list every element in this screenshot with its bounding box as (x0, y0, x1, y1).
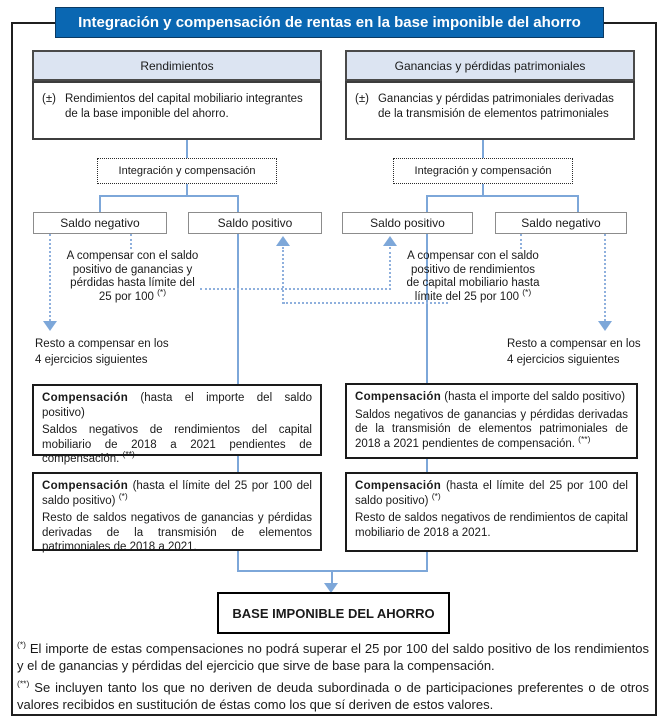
compensation-body (355, 511, 628, 540)
left-note-to-right-positivo-dotted-line (200, 288, 391, 290)
resto-line: 4 ejercicios siguientes (35, 354, 148, 366)
note-line: A compensar con el saldo (66, 250, 199, 262)
footnote-ref-marker: (**) (122, 449, 135, 460)
footnote-ref-marker: (*) (157, 286, 167, 297)
compensation-heading (42, 391, 312, 420)
compensation-lead: Compensación (355, 391, 442, 403)
resto-line: 4 ejercicios siguientes (507, 354, 620, 366)
compensation-box-left-1 (32, 384, 322, 465)
left-split-drop-line-1 (99, 195, 101, 212)
left-source-box (32, 81, 322, 140)
right-saldo-positivo-box (342, 212, 473, 234)
right-negativo-resto-dotted-line (604, 234, 606, 321)
left-saldo-negativo-box (33, 212, 167, 234)
compensation-body (355, 408, 628, 452)
right-saldo-positivo-label: Saldo positivo (370, 216, 445, 230)
footnote-double-asterisk (17, 679, 649, 713)
left-split-drop-line-2 (237, 195, 239, 212)
footnotes (17, 640, 649, 718)
compensation-body-text: Saldos negativos de rendimientos del capital mobiliario de 2018 a 2021 pendientes de compensación. (42, 424, 312, 465)
right-saldo-negativo-label: Saldo negativo (521, 216, 601, 230)
note-line-text: 25 por 100 (98, 290, 158, 303)
base-imponible-box (217, 592, 450, 634)
footnote-ref-marker: (*) (522, 286, 532, 297)
left-saldo-negativo-label: Saldo negativo (60, 216, 140, 230)
note-line: pérdidas hasta límite del (70, 277, 195, 289)
compensation-lead: Compensación (42, 480, 129, 492)
down-arrowhead-left-icon (43, 321, 57, 331)
note-line (393, 286, 553, 305)
footnote-ref-marker: (*) (118, 490, 128, 501)
left-split-horizontal-line (99, 195, 239, 197)
footnote-ref-marker: (*) (431, 490, 441, 501)
compensation-head-rest: (hasta el límite del 25 por 100 del saldo positivo) (355, 480, 628, 507)
note-line: positivo de ganancias y (72, 263, 193, 276)
compensation-box-right-2 (345, 472, 638, 552)
right-integration-box (393, 158, 573, 184)
right-source-box (345, 81, 635, 140)
left-up-arrow-stem-dotted-line (282, 247, 284, 304)
left-header-label: Rendimientos (140, 58, 214, 73)
left-resto-note (35, 336, 205, 368)
note-line: positivo de rendimientos (410, 263, 535, 276)
left-negativo-resto-dotted-line (49, 234, 51, 321)
left-negativo-to-note-dotted-line (130, 234, 132, 249)
resto-line: Resto a compensar en los (35, 338, 169, 350)
left-integration-box (97, 158, 277, 184)
base-imponible-label: BASE IMPONIBLE DEL AHORRO (232, 605, 435, 621)
note-line: de capital mobiliario hasta (406, 277, 540, 289)
left-source-to-integration-line (186, 140, 188, 158)
compensation-heading (42, 479, 312, 508)
footnote-marker: (*) (17, 639, 26, 650)
title-bar (55, 7, 604, 38)
resto-line: Resto a compensar en los (507, 338, 641, 350)
compensation-lead: Compensación (355, 480, 442, 492)
right-source-to-integration-line (482, 140, 484, 158)
left-header-box (32, 50, 322, 81)
plus-minus-marker: (±) (355, 93, 369, 105)
note-line: A compensar con el saldo (407, 250, 539, 262)
compensation-box-right-1 (345, 383, 638, 459)
compensation-body-text: Saldos negativos de ganancias y pérdidas derivadas de la transmisión de elementos patrimoniales de 2018 a 2021 pendientes de compensación. (355, 408, 628, 450)
compensation-head-rest: (hasta el importe del saldo positivo) (441, 391, 626, 403)
up-arrowhead-right-icon (383, 236, 397, 246)
compensation-body-text: Resto de saldos negativos de rendimientos de capital mobiliario de 2018 a 2021. (355, 512, 628, 539)
compensation-body-text: Resto de saldos negativos de ganancias y pérdidas derivadas de la transmisión de elementos patrimoniales de 2018 a 2021. (42, 512, 312, 553)
left-source-text: Rendimientos del capital mobiliario integrantes de la base imponible del ahorro. (64, 93, 303, 120)
merge-stem-line (331, 572, 333, 583)
compensation-lead: Compensación (42, 392, 129, 404)
down-arrowhead-right-icon (598, 321, 612, 331)
right-saldo-negativo-box (495, 212, 627, 234)
up-arrowhead-left-icon (276, 236, 290, 246)
right-header-label: Ganancias y pérdidas patrimoniales (394, 58, 586, 73)
footnote-text: El importe de estas compensaciones no podrá superar el 25 por 100 del saldo positivo de los rendimientos y el de ganancias y pérdidas del ejercicio que sirve de base para la compensación. (17, 641, 649, 673)
right-split-drop-line-2 (577, 195, 579, 212)
compensation-head-rest: (hasta el importe del saldo positivo) (42, 392, 312, 419)
note-line (55, 286, 210, 305)
compensation-heading (355, 390, 628, 405)
left-integration-label: Integración y compensación (118, 165, 256, 177)
right-header-box (345, 50, 635, 81)
right-split-stem-line (482, 184, 484, 195)
right-split-drop-line-1 (426, 195, 428, 212)
right-source-text: Ganancias y pérdidas patrimoniales derivadas de la transmisión de elementos patrimoniales (377, 93, 614, 120)
diagram-title: Integración y compensación de rentas en la base imponible del ahorro (78, 14, 581, 31)
left-compensation-note (55, 250, 210, 304)
left-split-stem-line (186, 184, 188, 195)
note-line-text: límite del 25 por 100 (414, 290, 523, 303)
right-resto-note (507, 336, 657, 368)
right-integration-label: Integración y compensación (414, 165, 552, 177)
plus-minus-marker: (±) (42, 93, 56, 105)
left-saldo-positivo-label: Saldo positivo (217, 216, 293, 230)
footnote-text: Se incluyen tanto los que no deriven de deuda subordinada o de participaciones preferentes o de otros valores recibidos en sustitución de éstas como los que sí deriven de estos valores. (17, 680, 649, 712)
footnote-asterisk (17, 640, 649, 674)
footnote-marker: (**) (17, 678, 30, 689)
right-split-horizontal-line (426, 195, 579, 197)
left-saldo-positivo-box (188, 212, 322, 234)
right-compensation-note (393, 250, 553, 304)
compensation-body (42, 423, 312, 467)
right-negativo-to-note-dotted-line (520, 234, 522, 249)
footnote-ref-marker: (**) (578, 433, 591, 444)
compensation-head-rest: (hasta el límite del 25 por 100 del saldo positivo) (42, 480, 312, 507)
compensation-body (42, 511, 312, 555)
compensation-box-left-2 (32, 472, 322, 551)
right-up-arrow-stem-dotted-line (389, 247, 391, 290)
compensation-heading (355, 479, 628, 508)
